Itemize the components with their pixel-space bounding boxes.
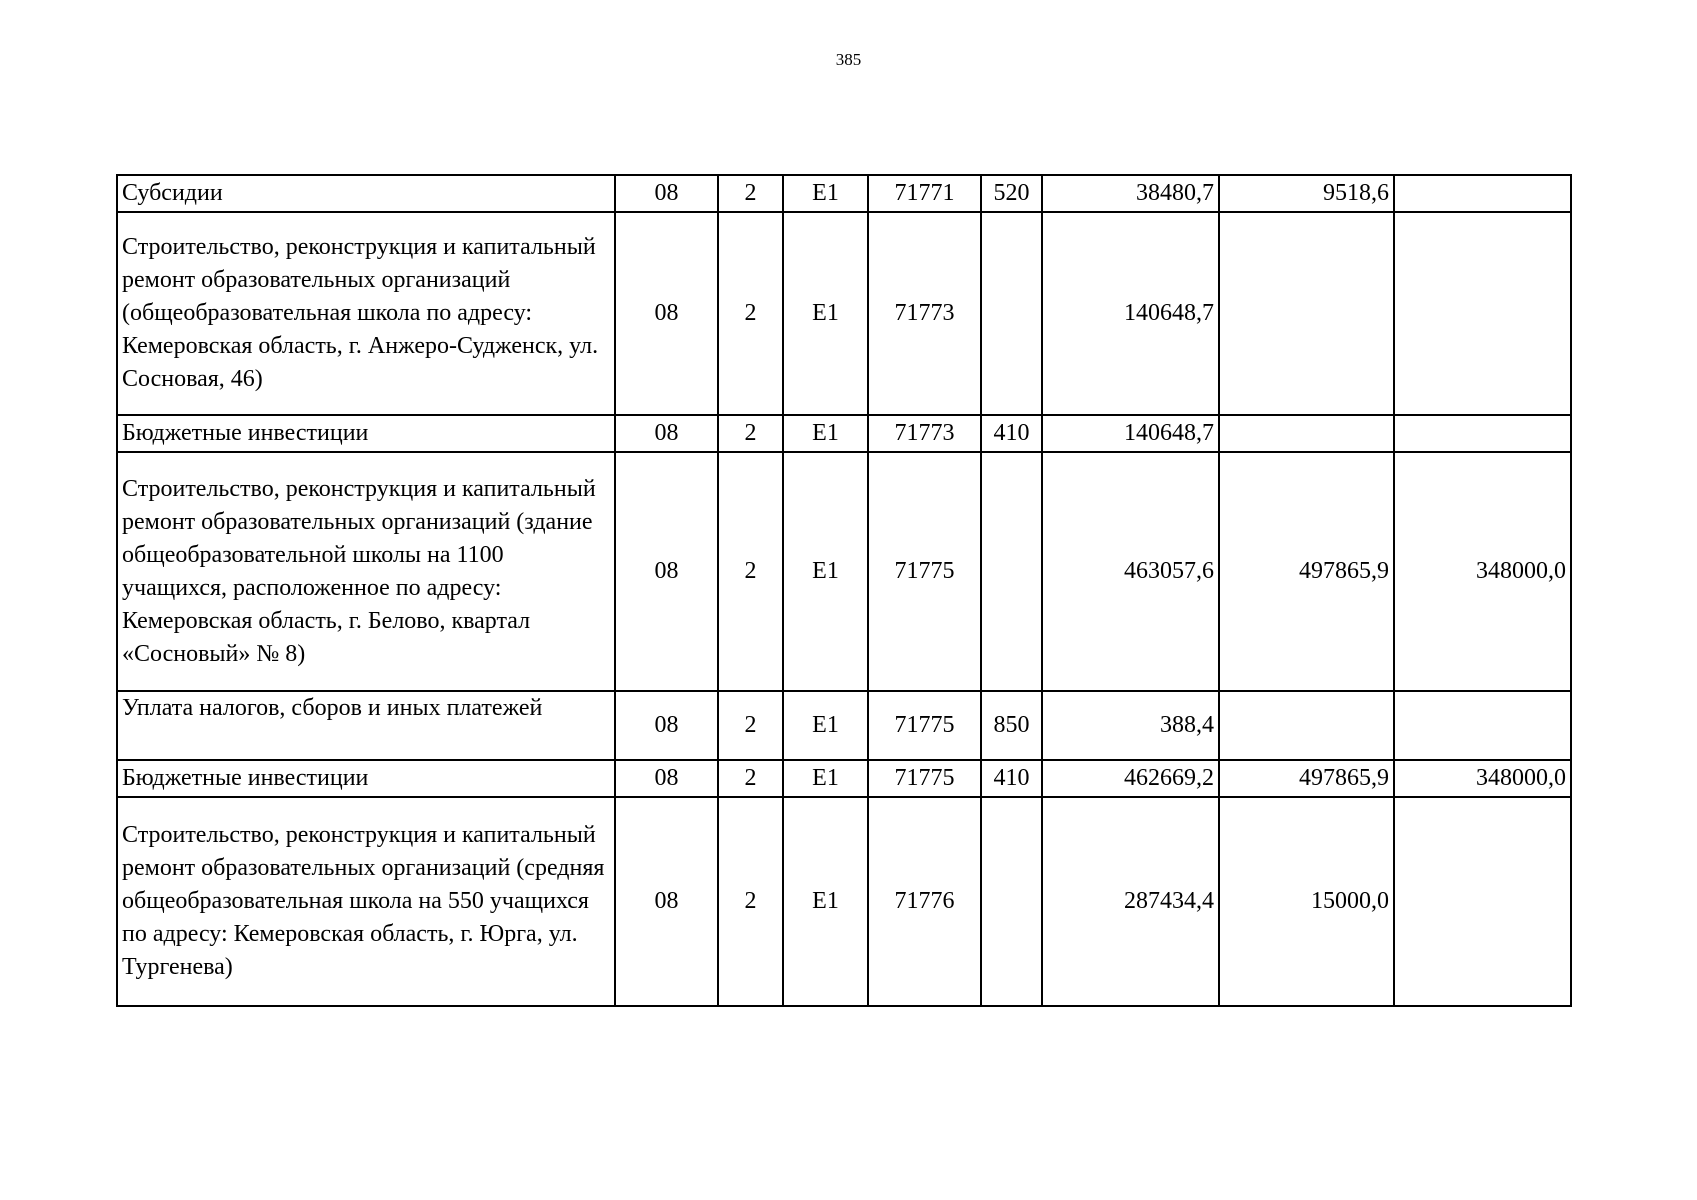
expense-type-code: 520 (981, 175, 1042, 212)
project-code: E1 (783, 691, 868, 760)
section-code: 08 (615, 212, 718, 415)
project-code: E1 (783, 797, 868, 1006)
row-name: Уплата налогов, сборов и иных платежей (117, 691, 615, 760)
program-code: 2 (718, 415, 783, 452)
section-code: 08 (615, 797, 718, 1006)
project-code: E1 (783, 175, 868, 212)
item-code: 71771 (868, 175, 981, 212)
expense-type-code: 410 (981, 760, 1042, 797)
table-row (117, 452, 1571, 691)
program-code: 2 (718, 212, 783, 415)
expense-type-code (981, 797, 1042, 1006)
row-name: Строительство, реконструкция и капитальный ремонт образовательных организаций (здание общеобразовательной школы на 1100 учащихся, расположенное по адресу: Кемеровская область, г. Белово, квартал «Сосновый» № 8) (117, 452, 615, 691)
item-code: 71775 (868, 760, 981, 797)
amount-year-3: 348000,0 (1394, 452, 1571, 691)
item-code: 71776 (868, 797, 981, 1006)
row-name: Бюджетные инвестиции (117, 415, 615, 452)
item-code: 71775 (868, 452, 981, 691)
amount-year-1: 140648,7 (1042, 212, 1219, 415)
amount-year-2: 497865,9 (1219, 760, 1394, 797)
table-row (117, 415, 1571, 452)
table-row (117, 797, 1571, 1006)
expense-type-code (981, 212, 1042, 415)
expense-type-code (981, 452, 1042, 691)
amount-year-1: 388,4 (1042, 691, 1219, 760)
amount-year-2: 9518,6 (1219, 175, 1394, 212)
amount-year-1: 462669,2 (1042, 760, 1219, 797)
table-row (117, 212, 1571, 415)
amount-year-3 (1394, 797, 1571, 1006)
amount-year-1: 38480,7 (1042, 175, 1219, 212)
section-code: 08 (615, 415, 718, 452)
row-name: Субсидии (117, 175, 615, 212)
program-code: 2 (718, 452, 783, 691)
row-name: Строительство, реконструкция и капитальный ремонт образовательных организаций (общеобразовательная школа по адресу: Кемеровская область, г. Анжеро-Судженск, ул. Сосновая, 46) (117, 212, 615, 415)
amount-year-3: 348000,0 (1394, 760, 1571, 797)
section-code: 08 (615, 760, 718, 797)
amount-year-2 (1219, 212, 1394, 415)
table-row (117, 760, 1571, 797)
program-code: 2 (718, 175, 783, 212)
amount-year-2 (1219, 415, 1394, 452)
expense-type-code: 850 (981, 691, 1042, 760)
amount-year-2: 497865,9 (1219, 452, 1394, 691)
row-name: Бюджетные инвестиции (117, 760, 615, 797)
amount-year-1: 463057,6 (1042, 452, 1219, 691)
amount-year-3 (1394, 175, 1571, 212)
project-code: E1 (783, 760, 868, 797)
section-code: 08 (615, 452, 718, 691)
program-code: 2 (718, 797, 783, 1006)
table-row (117, 175, 1571, 212)
amount-year-3 (1394, 212, 1571, 415)
amount-year-2: 15000,0 (1219, 797, 1394, 1006)
project-code: E1 (783, 212, 868, 415)
amount-year-3 (1394, 691, 1571, 760)
item-code: 71775 (868, 691, 981, 760)
page-number: 385 (835, 50, 862, 69)
section-code: 08 (615, 691, 718, 760)
budget-table (116, 174, 1572, 1007)
item-code: 71773 (868, 212, 981, 415)
amount-year-3 (1394, 415, 1571, 452)
project-code: E1 (783, 415, 868, 452)
program-code: 2 (718, 760, 783, 797)
amount-year-2 (1219, 691, 1394, 760)
amount-year-1: 140648,7 (1042, 415, 1219, 452)
section-code: 08 (615, 175, 718, 212)
project-code: E1 (783, 452, 868, 691)
program-code: 2 (718, 691, 783, 760)
row-name: Строительство, реконструкция и капитальный ремонт образовательных организаций (средняя общеобразовательная школа на 550 учащихся по адресу: Кемеровская область, г. Юрга, ул. Тургенева) (117, 797, 615, 1006)
table-row (117, 691, 1571, 760)
amount-year-1: 287434,4 (1042, 797, 1219, 1006)
expense-type-code: 410 (981, 415, 1042, 452)
item-code: 71773 (868, 415, 981, 452)
